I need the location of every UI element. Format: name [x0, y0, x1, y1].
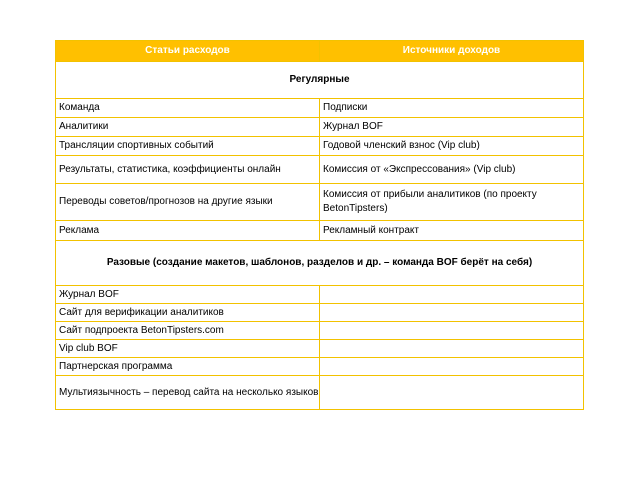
section-onetime-row — [56, 241, 584, 286]
income-cell: Подписки — [320, 99, 584, 118]
expense-cell: Переводы советов/прогнозов на другие языки — [56, 184, 320, 221]
expense-cell: Сайт подпроекта BetonTipsters.com — [56, 322, 320, 340]
expense-cell: Партнерская программа — [56, 358, 320, 376]
table-row — [56, 156, 584, 184]
table-row — [56, 286, 584, 304]
table-row — [56, 358, 584, 376]
table-row — [56, 184, 584, 221]
income-cell: Комиссия от «Экспрессования» (Vip club) — [320, 156, 584, 184]
expense-cell: Vip club BOF — [56, 340, 320, 358]
expense-cell: Аналитики — [56, 118, 320, 137]
expense-cell: Результаты, статистика, коэффициенты онлайн — [56, 156, 320, 184]
section-regular-title: Регулярные — [56, 62, 584, 99]
table-row — [56, 340, 584, 358]
expense-cell: Журнал BOF — [56, 286, 320, 304]
income-cell: Журнал BOF — [320, 118, 584, 137]
expense-cell: Мультиязычность – перевод сайта на несколько языков — [56, 376, 320, 410]
section-regular-row — [56, 62, 584, 99]
expenses-income-table — [55, 40, 584, 410]
header-expenses: Статьи расходов — [56, 41, 320, 62]
table-row — [56, 99, 584, 118]
table-row — [56, 137, 584, 156]
income-cell — [320, 358, 584, 376]
table-header-row — [56, 41, 584, 62]
expense-cell: Трансляции спортивных событий — [56, 137, 320, 156]
table-row — [56, 376, 584, 410]
income-cell — [320, 286, 584, 304]
income-cell — [320, 304, 584, 322]
income-cell: Годовой членский взнос (Vip club) — [320, 137, 584, 156]
expense-cell: Сайт для верификации аналитиков — [56, 304, 320, 322]
table-row — [56, 118, 584, 137]
income-cell — [320, 376, 584, 410]
section-onetime-title: Разовые (создание макетов, шаблонов, разделов и др. – команда BOF берёт на себя) — [56, 241, 584, 286]
income-cell: Комиссия от прибыли аналитиков (по проекту BetonTipsters) — [320, 184, 584, 221]
expense-cell: Реклама — [56, 221, 320, 241]
table-row — [56, 304, 584, 322]
income-cell: Рекламный контракт — [320, 221, 584, 241]
table-row — [56, 221, 584, 241]
table-row — [56, 322, 584, 340]
header-income: Источники доходов — [320, 41, 584, 62]
income-cell — [320, 322, 584, 340]
expense-cell: Команда — [56, 99, 320, 118]
income-cell — [320, 340, 584, 358]
